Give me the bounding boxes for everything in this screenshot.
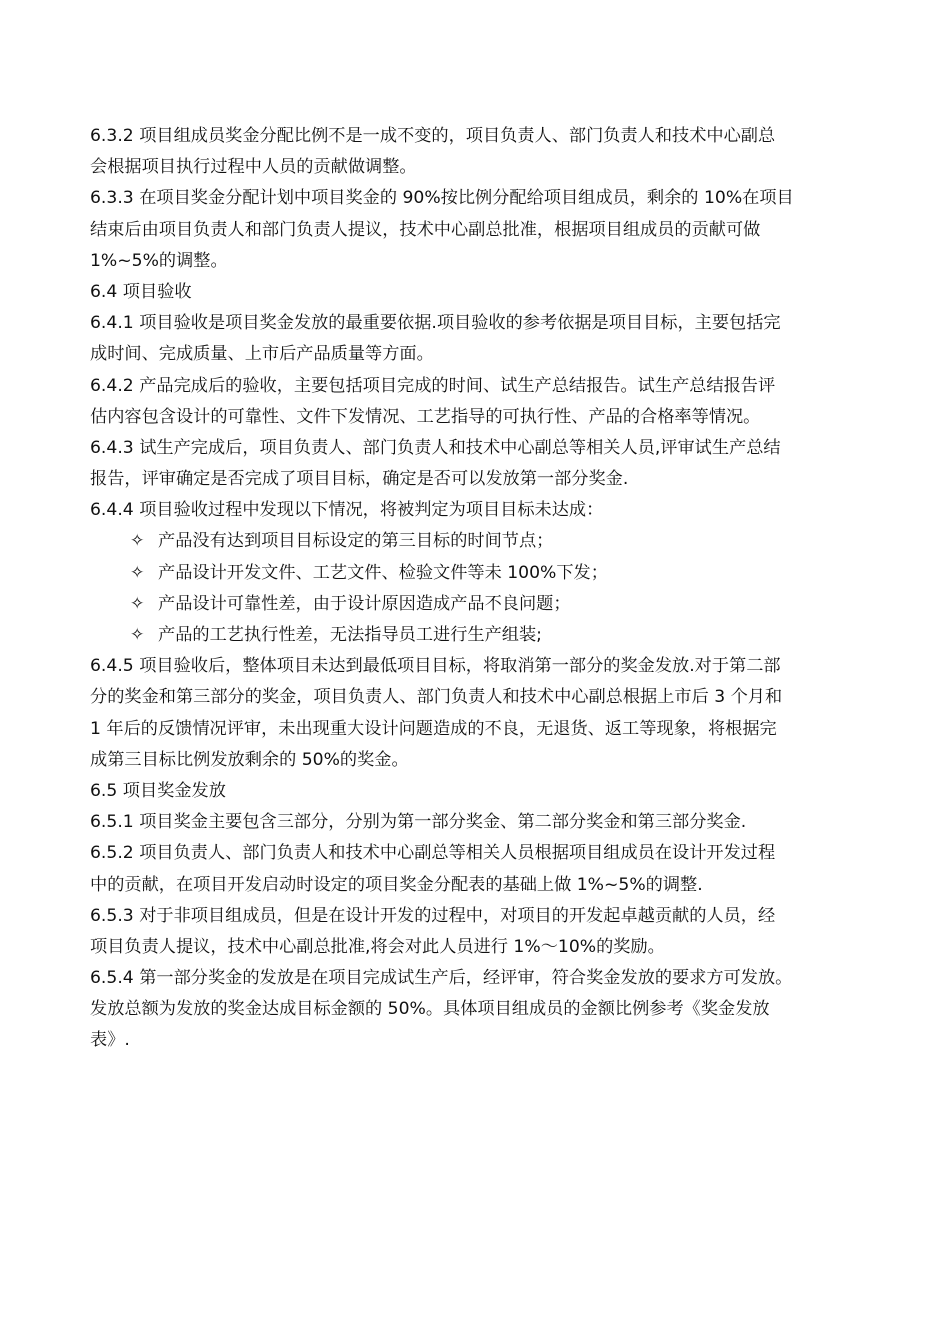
text-line: 发放总额为发放的奖金达成目标金额的 50%。具体项目组成员的金额比例参考《奖金发放 [90, 999, 770, 1020]
text-line: 6.5.4 第一部分奖金的发放是在项目完成试生产后，经评审，符合奖金发放的要求方可发放。 [90, 968, 793, 989]
bullet-text: 产品的工艺执行性差，无法指导员工进行生产组装; [158, 625, 542, 645]
bullet-item [90, 620, 860, 651]
bullet-item [90, 589, 860, 620]
text-line: 6.4.4 项目验收过程中发现以下情况，将被判定为项目目标未达成： [90, 500, 604, 521]
text-line: 6.4.5 项目验收后，整体项目未达到最低项目目标，将取消第一部分的奖金发放.对于第二部 [90, 656, 781, 677]
bullet-star-icon: ✧ [130, 625, 145, 645]
text-line: 分的奖金和第三部分的奖金，项目负责人、部门负责人和技术中心副总根据上市后 3 个月和 [90, 687, 783, 708]
text-line: 6.4.3 试生产完成后，项目负责人、部门负责人和技术中心副总等相关人员,评审试生产总结 [90, 437, 781, 458]
text-line: 6.5.2 项目负责人、部门负责人和技术中心副总等相关人员根据项目组成员在设计开发过程 [90, 843, 776, 864]
text-line: 6.5.1 项目奖金主要包含三部分，分别为第一部分奖金、第二部分奖金和第三部分奖金. [90, 812, 747, 833]
bullet-text: 产品设计可靠性差，由于设计原因造成产品不良问题； [158, 593, 571, 614]
text-line: 成第三目标比例发放剩余的 50%的奖金。 [90, 749, 409, 770]
text-line: 报告，评审确定是否完成了项目目标，确定是否可以发放第一部分奖金. [90, 469, 629, 490]
text-line: 会根据项目执行过程中人员的贡献做调整。 [90, 157, 417, 178]
text-line: 表》. [90, 1030, 130, 1051]
text-line: 中的贡献，在项目开发启动时设定的项目奖金分配表的基础上做 1%~5%的调整. [90, 874, 703, 895]
bullet-item [90, 526, 860, 557]
bullet-star-icon: ✧ [130, 531, 145, 552]
text-line: 1%~5%的调整。 [90, 250, 228, 271]
text-line: 结束后由项目负责人和部门负责人提议，技术中心副总批准，根据项目组成员的贡献可做 [90, 219, 761, 240]
bullet-text: 产品设计开发文件、工艺文件、检验文件等未 100%下发； [158, 562, 608, 583]
bullet-star-icon: ✧ [130, 562, 145, 583]
text-line: 6.4.1 项目验收是项目奖金发放的最重要依据.项目验收的参考依据是项目目标，主要包括完 [90, 313, 781, 334]
bullet-text: 产品没有达到项目目标设定的第三目标的时间节点； [158, 531, 554, 552]
text-line: 估内容包含设计的可靠性、文件下发情况、工艺指导的可执行性、产品的合格率等情况。 [90, 406, 761, 427]
text-line: 成时间、完成质量、上市后产品质量等方面。 [90, 344, 434, 365]
text-line: 6.4.2 产品完成后的验收，主要包括项目完成的时间、试生产总结报告。试生产总结报告评 [90, 375, 776, 396]
text-line: 6.5.3 对于非项目组成员，但是在设计开发的过程中，对项目的开发起卓越贡献的人员，经 [90, 905, 776, 926]
bullet-item [90, 558, 860, 589]
text-line: 1 年后的反馈情况评审，未出现重大设计问题造成的不良，无退货、返工等现象，将根据完 [90, 718, 777, 739]
section-heading: 6.5 项目奖金发放 [90, 780, 226, 801]
text-line: 6.3.2 项目组成员奖金分配比例不是一成不变的，项目负责人、部门负责人和技术中心副总 [90, 126, 776, 146]
text-line: 项目负责人提议，技术中心副总批准,将会对此人员进行 1%～10%的奖励。 [90, 936, 665, 957]
document-body [90, 121, 860, 1057]
text-line: 6.3.3 在项目奖金分配计划中项目奖金的 90%按比例分配给项目组成员，剩余的 10%在项目 [90, 188, 794, 209]
bullet-star-icon: ✧ [130, 593, 145, 614]
section-heading: 6.4 项目验收 [90, 281, 192, 302]
